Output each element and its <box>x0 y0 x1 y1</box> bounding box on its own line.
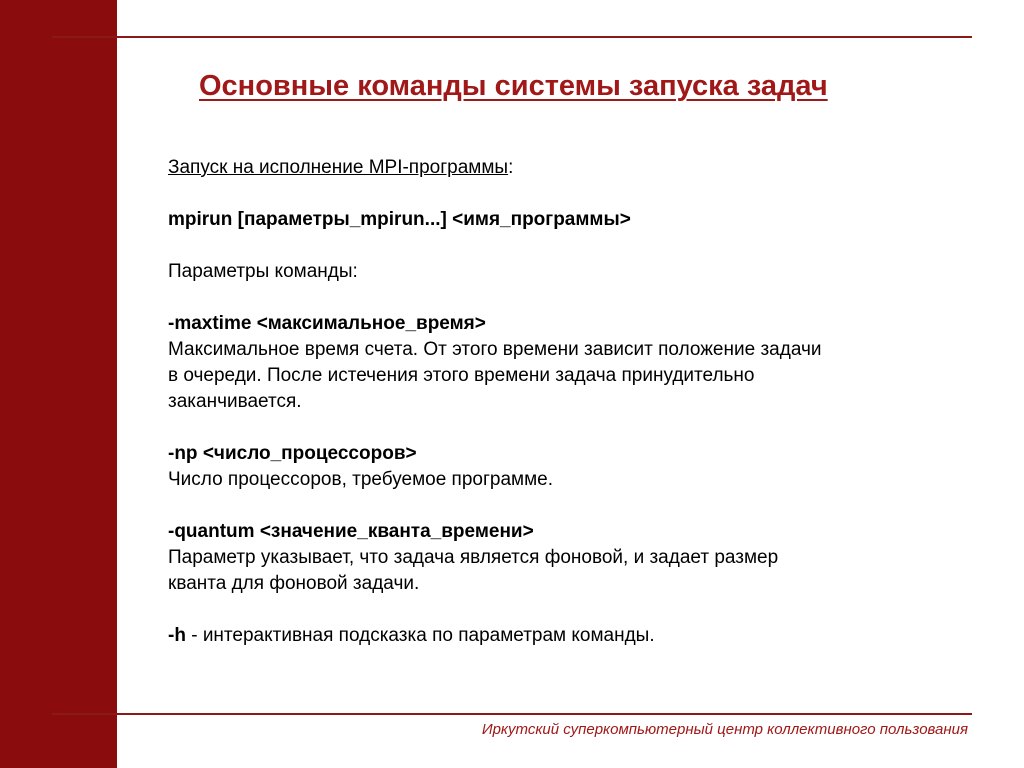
quantum-desc-1: Параметр указывает, что задача является фоновой, и задает размер <box>168 547 779 568</box>
slide-title: Основные команды системы запуска задач <box>199 70 828 102</box>
help-desc: - интерактивная подсказка по параметрам команды. <box>185 625 655 646</box>
np-desc-1: Число процессоров, требуемое программе. <box>168 469 554 490</box>
option-quantum: -quantum <значение_кванта_времени> <box>168 521 534 542</box>
maxtime-desc-2: в очереди. После истечения этого времени задача принудительно <box>168 365 755 386</box>
maxtime-desc-3: заканчивается. <box>168 391 302 412</box>
option-maxtime: -maxtime <максимальное_время> <box>168 313 486 334</box>
top-divider <box>52 36 972 38</box>
option-h: -h <box>168 625 186 646</box>
footer-organization: Иркутский суперкомпьютерный центр коллективного пользования <box>481 721 968 738</box>
quantum-desc-2: кванта для фоновой задачи. <box>168 573 420 594</box>
params-heading: Параметры команды: <box>168 261 358 282</box>
option-np: -np <число_процессоров> <box>168 443 417 464</box>
intro-colon: : <box>508 157 514 178</box>
intro-label: Запуск на исполнение MPI-программы <box>168 157 509 178</box>
bottom-divider <box>52 713 972 715</box>
slide-content <box>168 155 968 649</box>
help-line <box>168 623 968 649</box>
left-color-band <box>0 0 117 768</box>
command-syntax: mpirun [параметры_mpirun...] <имя_программы> <box>168 209 631 230</box>
maxtime-desc-1: Максимальное время счета. От этого времени зависит положение задачи <box>168 339 822 360</box>
intro-line <box>168 155 968 181</box>
